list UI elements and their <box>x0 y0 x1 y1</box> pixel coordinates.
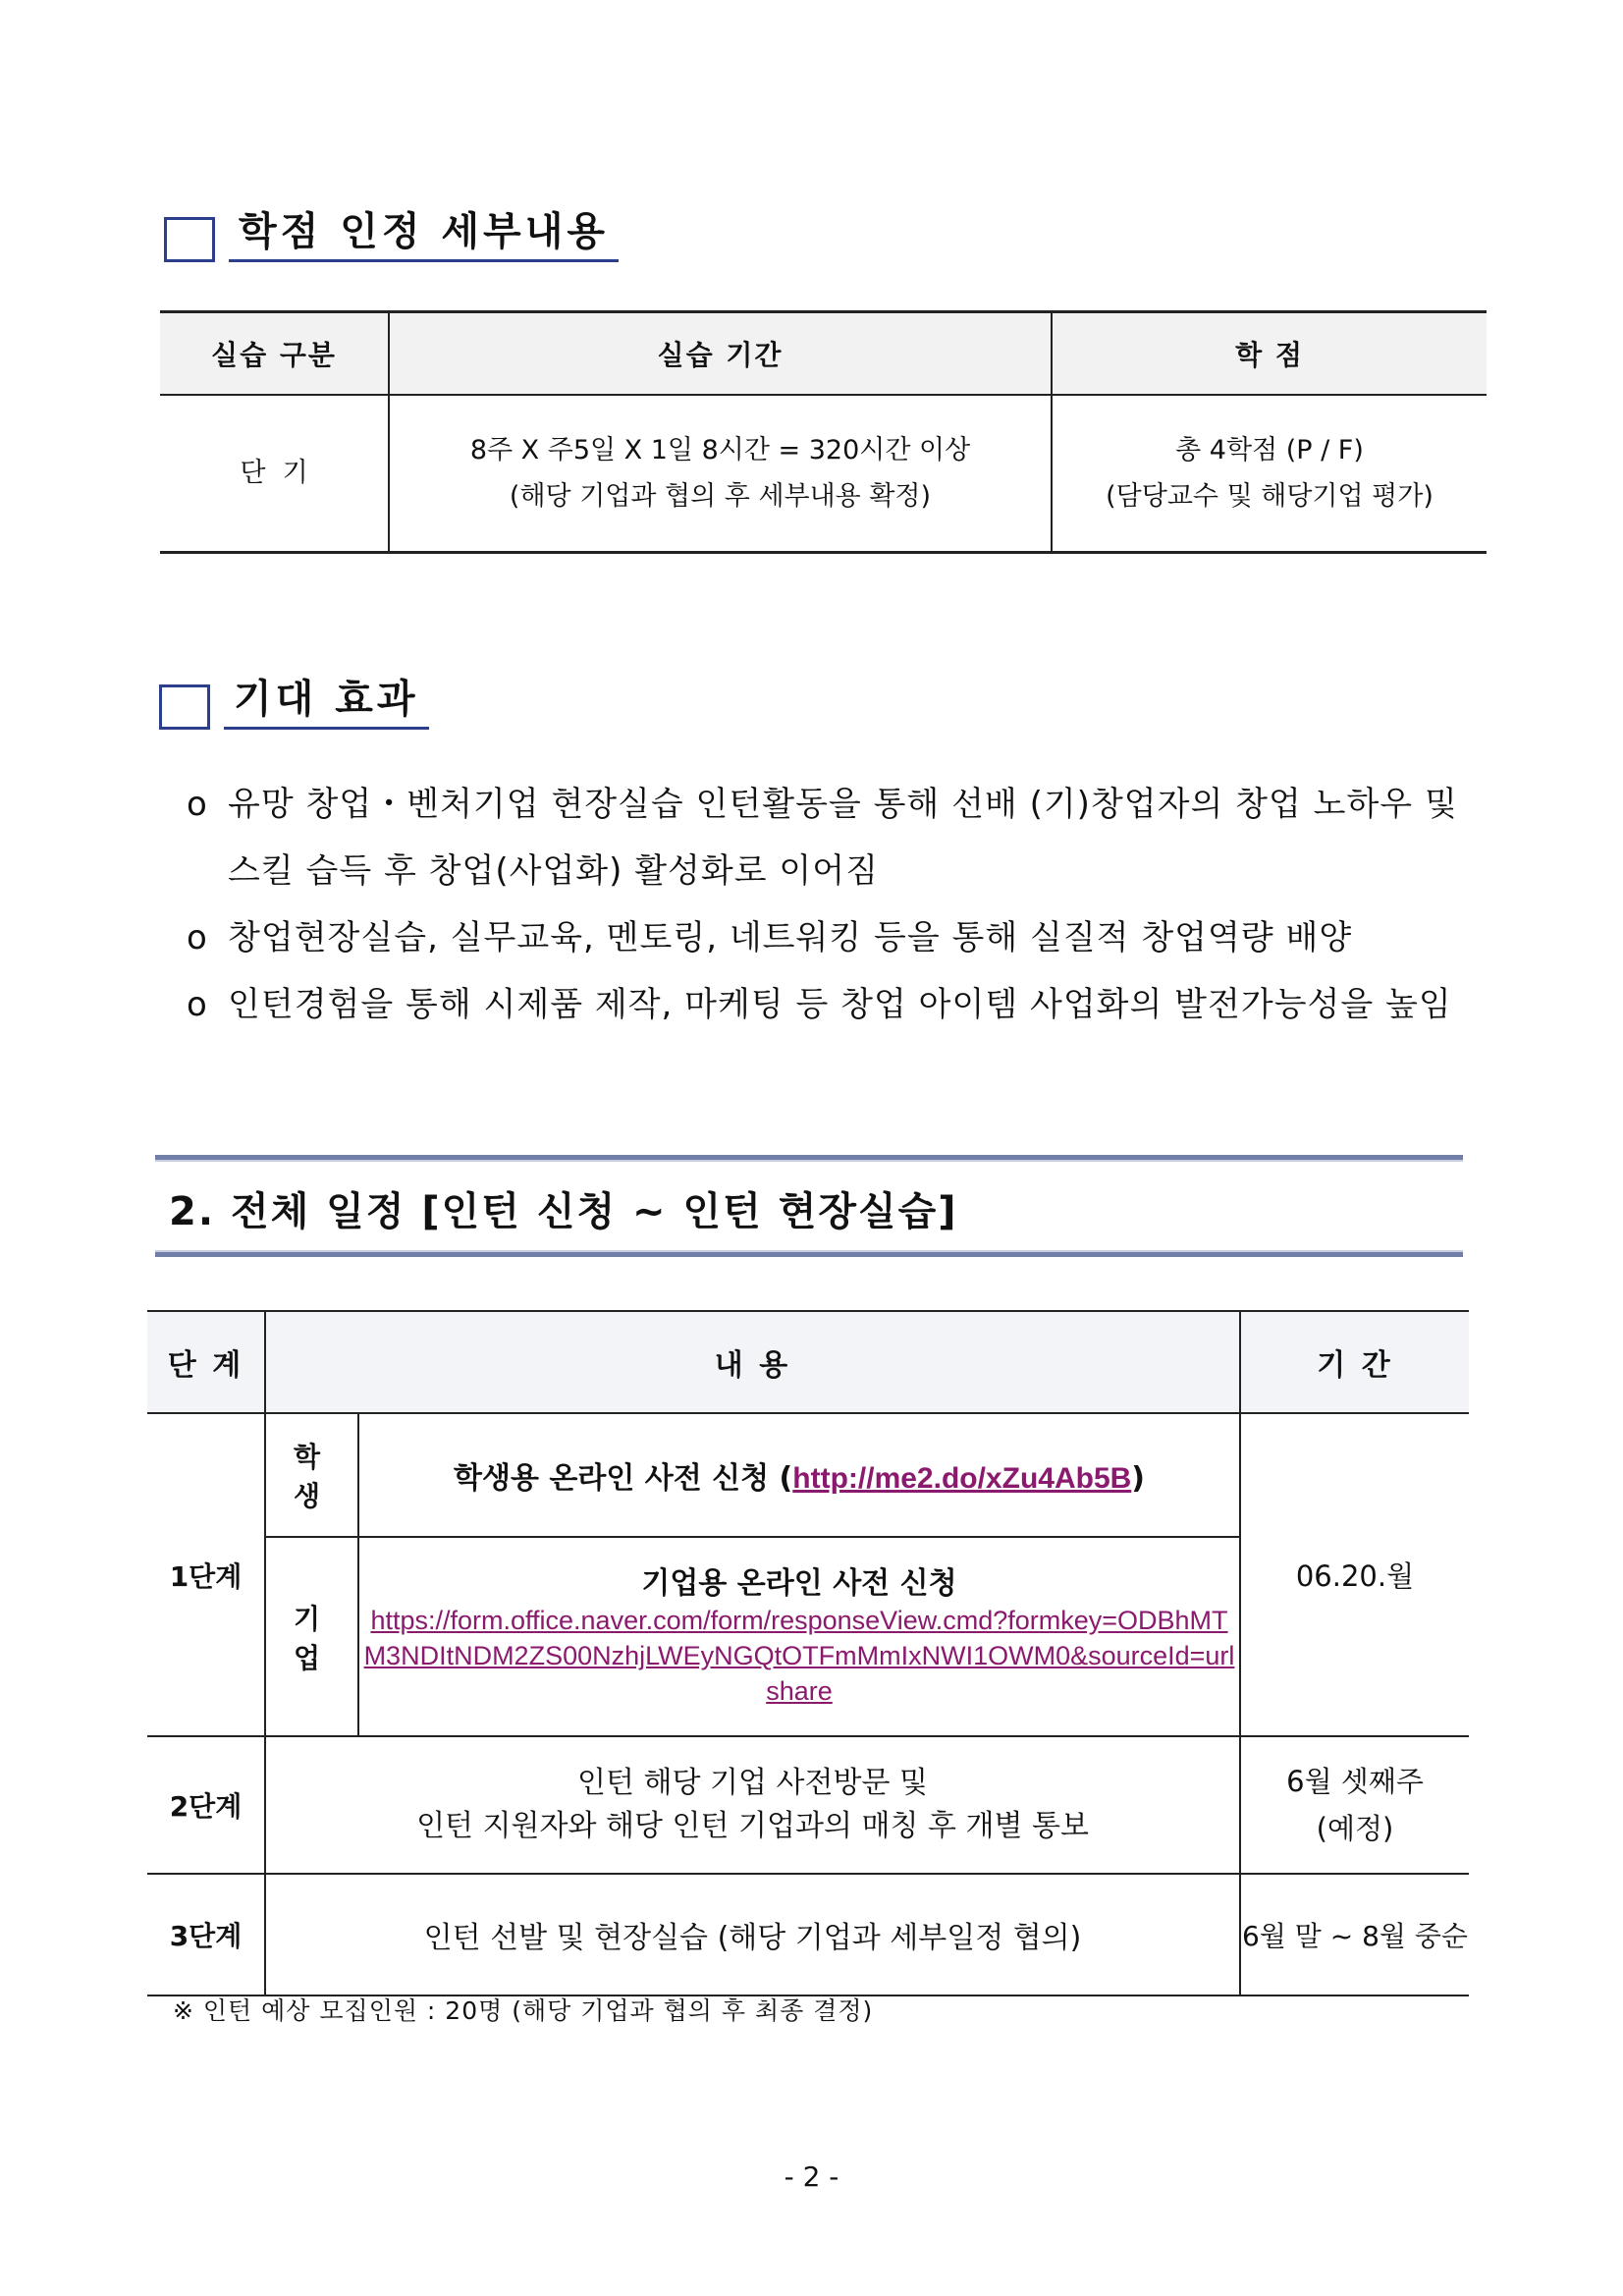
applicant-type-label: 기 업 <box>265 1537 358 1736</box>
period-cell <box>1240 1736 1469 1874</box>
content-cell <box>358 1537 1240 1736</box>
checkbox-square-icon <box>164 217 215 262</box>
credit-line: (담당교수 및 해당기업 평가) <box>1106 481 1434 512</box>
schedule-banner <box>155 1155 1463 1257</box>
section-heading-credit <box>164 210 619 262</box>
checkbox-square-icon <box>159 684 210 730</box>
schedule-table <box>147 1310 1469 1996</box>
table-row <box>147 1413 1469 1537</box>
student-apply-text: 학생용 온라인 사전 신청 ( <box>453 1461 793 1496</box>
company-apply-link[interactable]: https://form.office.naver.com/form/responseView.cmd?formkey=ODBhMTM3NDItNDM2ZS00NzhjLWEyNGQtOTFmMmIxNWI1OWM0&sourceId=urlshare <box>363 1605 1235 1706</box>
content-cell: 인턴 선발 및 현장실습 (해당 기업과 세부일정 협의) <box>265 1874 1240 1995</box>
page-number: - 2 - <box>784 2160 839 2193</box>
credit-line: 총 4학점 (P / F) <box>1175 434 1364 465</box>
applicant-type-label: 학 생 <box>265 1413 358 1537</box>
student-apply-link[interactable]: http://me2.do/xZu4Ab5B <box>792 1462 1132 1495</box>
stage-label: 2단계 <box>147 1736 265 1874</box>
table-header: 내 용 <box>265 1311 1240 1413</box>
list-item <box>187 971 1483 1038</box>
list-item-text: 유망 창업・벤처기업 현장실습 인턴활동을 통해 선배 (기)창업자의 창업 노하우 및 스킬 습득 후 창업(사업화) 활성화로 이어짐 <box>228 785 1458 891</box>
table-header: 실습 기간 <box>389 312 1052 396</box>
table-header: 단 계 <box>147 1311 265 1413</box>
table-header-row <box>160 312 1487 396</box>
table-header: 실습 구분 <box>160 312 389 396</box>
table-header: 학 점 <box>1052 312 1487 396</box>
stage-label: 1단계 <box>147 1413 265 1736</box>
content-line: 인턴 해당 기업 사전방문 및 <box>577 1766 928 1800</box>
paren-close: ) <box>1131 1461 1146 1496</box>
table-header-row <box>147 1311 1469 1413</box>
list-item-text: 창업현장실습, 실무교육, 멘토링, 네트워킹 등을 통해 실질적 창업역량 배양 <box>228 918 1353 957</box>
section-title: 기대 효과 <box>224 678 429 730</box>
bullet-mark: o <box>187 785 207 824</box>
content-cell <box>358 1413 1240 1537</box>
schedule-title: 2. 전체 일정 [인턴 신청 ~ 인턴 현장실습] <box>169 1189 958 1234</box>
credit-cell <box>1052 395 1487 553</box>
period-line: 6월 셋째주 <box>1286 1765 1424 1798</box>
table-row <box>147 1736 1469 1874</box>
effects-list <box>187 771 1483 1038</box>
section-title: 학점 인정 세부내용 <box>229 210 619 262</box>
period-line: (예정) <box>1316 1812 1394 1845</box>
period-cell: 06.20.월 <box>1240 1413 1469 1736</box>
table-row <box>147 1874 1469 1995</box>
content-cell <box>265 1736 1240 1874</box>
list-item <box>187 771 1483 904</box>
practice-type-cell: 단 기 <box>240 458 308 489</box>
table-row <box>160 395 1487 553</box>
period-line: 8주 X 주5일 X 1일 8시간 = 320시간 이상 <box>469 434 971 465</box>
period-line: (해당 기업과 협의 후 세부내용 확정) <box>509 481 932 512</box>
bullet-mark: o <box>187 918 207 957</box>
period-cell: 6월 말 ~ 8월 중순 <box>1240 1874 1469 1995</box>
company-apply-text: 기업용 온라인 사전 신청 <box>641 1565 957 1601</box>
list-item-text: 인턴경험을 통해 시제품 제작, 마케팅 등 창업 아이템 사업화의 발전가능성을 높임 <box>228 985 1452 1024</box>
recruitment-note: ※ 인턴 예상 모집인원 : 20명 (해당 기업과 협의 후 최종 결정) <box>173 1996 874 2025</box>
credit-table <box>160 310 1487 554</box>
divider <box>155 1250 1463 1257</box>
practice-period-cell <box>389 395 1052 553</box>
content-line: 인턴 지원자와 해당 인턴 기업과의 매칭 후 개별 통보 <box>416 1809 1089 1843</box>
table-header: 기 간 <box>1240 1311 1469 1413</box>
list-item <box>187 904 1483 971</box>
section-heading-effect <box>159 678 429 730</box>
stage-label: 3단계 <box>147 1874 265 1995</box>
bullet-mark: o <box>187 985 207 1024</box>
divider <box>155 1155 1463 1162</box>
